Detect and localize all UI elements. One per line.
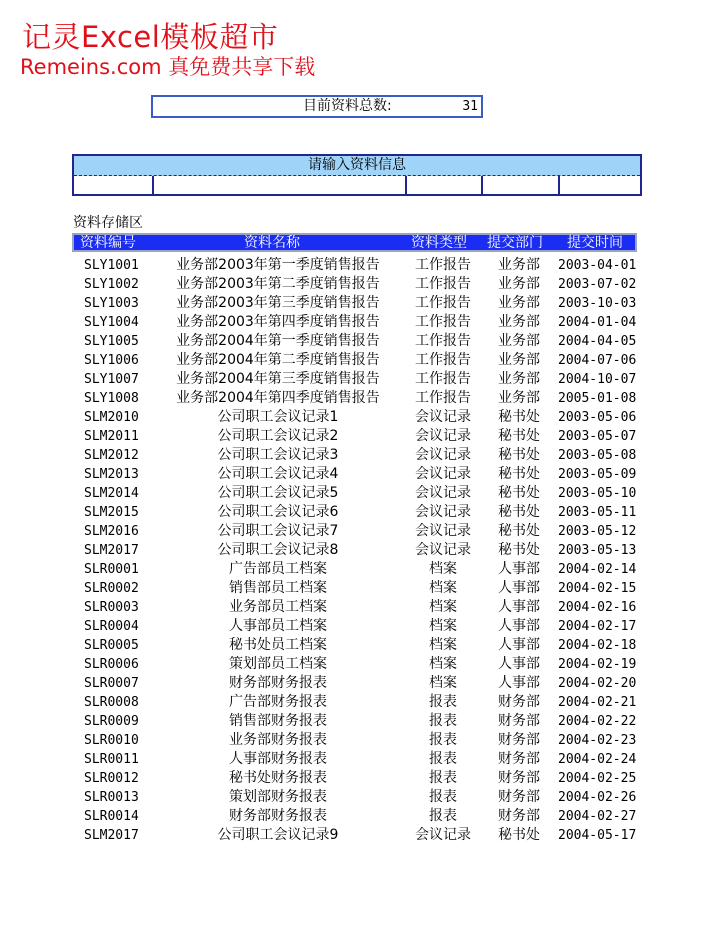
cell-name[interactable]: 业务部2003年第一季度销售报告 [176, 257, 380, 273]
cell-id[interactable]: SLM2010 [84, 410, 139, 425]
cell-date[interactable]: 2004-05-17 [558, 828, 637, 843]
input-form [72, 154, 642, 196]
cell-id[interactable]: SLY1005 [84, 334, 139, 349]
table-row[interactable] [0, 712, 715, 731]
table-row[interactable] [0, 484, 715, 503]
cell-date[interactable]: 2004-02-26 [558, 790, 637, 805]
cell-date[interactable]: 2003-05-12 [558, 524, 637, 539]
cell-id[interactable]: SLR0008 [84, 695, 139, 710]
input-cell-id[interactable] [74, 176, 152, 195]
cell-name[interactable]: 广告部财务报表 [229, 694, 327, 710]
storage-section-label: 资料存储区 [73, 215, 143, 231]
cell-date[interactable]: 2003-05-07 [558, 429, 637, 444]
cell-dept[interactable]: 财务部 [498, 789, 540, 805]
table-row[interactable] [0, 807, 715, 826]
brand-subtitle: Remeins.com 真免费共享下载 [20, 55, 316, 79]
cell-name[interactable]: 公司职工会议记录9 [217, 827, 339, 843]
cell-dept[interactable]: 业务部 [498, 295, 540, 311]
cell-dept[interactable]: 财务部 [498, 770, 540, 786]
cell-type[interactable]: 档案 [429, 675, 457, 691]
cell-id[interactable]: SLM2014 [84, 486, 139, 501]
cell-name[interactable]: 策划部员工档案 [229, 656, 327, 672]
cell-dept[interactable]: 人事部 [498, 656, 540, 672]
cell-type[interactable]: 报表 [429, 713, 457, 729]
cell-dept[interactable]: 财务部 [498, 808, 540, 824]
cell-name[interactable]: 人事部员工档案 [229, 618, 327, 634]
cell-id[interactable]: SLM2017 [84, 543, 139, 558]
table-row[interactable] [0, 788, 715, 807]
cell-dept[interactable]: 秘书处 [498, 542, 540, 558]
header-type: 资料类型 [411, 235, 467, 251]
input-row [74, 176, 640, 195]
header-dept: 提交部门 [487, 235, 543, 251]
table-row[interactable] [0, 256, 715, 275]
table-row[interactable] [0, 693, 715, 712]
cell-date[interactable]: 2004-02-18 [558, 638, 637, 653]
cell-date[interactable]: 2004-02-25 [558, 771, 637, 786]
cell-type[interactable]: 工作报告 [415, 314, 471, 330]
cell-date[interactable]: 2003-05-11 [558, 505, 637, 520]
cell-type[interactable]: 工作报告 [415, 371, 471, 387]
records-table-body [0, 256, 715, 845]
cell-name[interactable]: 业务部财务报表 [229, 732, 327, 748]
table-row[interactable] [0, 408, 715, 427]
cell-id[interactable]: SLY1003 [84, 296, 139, 311]
cell-id[interactable]: SLM2012 [84, 448, 139, 463]
cell-type[interactable]: 报表 [429, 751, 457, 767]
table-header [72, 233, 637, 252]
cell-date[interactable]: 2005-01-08 [558, 391, 637, 406]
cell-dept[interactable]: 人事部 [498, 637, 540, 653]
cell-dept[interactable]: 秘书处 [498, 409, 540, 425]
input-form-title: 请输入资料信息 [74, 156, 640, 176]
cell-name[interactable]: 策划部财务报表 [229, 789, 327, 805]
cell-type[interactable]: 会议记录 [415, 466, 471, 482]
cell-type[interactable]: 会议记录 [415, 542, 471, 558]
cell-date[interactable]: 2004-04-05 [558, 334, 637, 349]
cell-id[interactable]: SLY1002 [84, 277, 139, 292]
input-cell-type[interactable] [405, 176, 483, 195]
cell-date[interactable]: 2004-02-20 [558, 676, 637, 691]
cell-dept[interactable]: 人事部 [498, 599, 540, 615]
cell-type[interactable]: 工作报告 [415, 276, 471, 292]
cell-dept[interactable]: 秘书处 [498, 447, 540, 463]
table-row[interactable] [0, 655, 715, 674]
cell-type[interactable]: 会议记录 [415, 428, 471, 444]
cell-name[interactable]: 广告部员工档案 [229, 561, 327, 577]
record-count-label: 目前资料总数: [303, 98, 392, 114]
cell-type[interactable]: 档案 [429, 599, 457, 615]
record-count-value[interactable]: 31 [462, 99, 478, 114]
cell-dept[interactable]: 财务部 [498, 751, 540, 767]
table-row[interactable] [0, 598, 715, 617]
cell-name[interactable]: 业务部员工档案 [229, 599, 327, 615]
cell-date[interactable]: 2003-07-02 [558, 277, 637, 292]
cell-date[interactable]: 2004-01-04 [558, 315, 637, 330]
cell-date[interactable]: 2004-02-16 [558, 600, 637, 615]
cell-date[interactable]: 2003-05-10 [558, 486, 637, 501]
cell-name[interactable]: 人事部财务报表 [229, 751, 327, 767]
cell-date[interactable]: 2004-02-23 [558, 733, 637, 748]
cell-id[interactable]: SLY1006 [84, 353, 139, 368]
cell-date[interactable]: 2003-05-09 [558, 467, 637, 482]
cell-type[interactable]: 会议记录 [415, 523, 471, 539]
cell-dept[interactable]: 秘书处 [498, 504, 540, 520]
cell-dept[interactable]: 业务部 [498, 352, 540, 368]
cell-name[interactable]: 公司职工会议记录6 [217, 504, 339, 520]
cell-id[interactable]: SLR0007 [84, 676, 139, 691]
table-row[interactable] [0, 389, 715, 408]
cell-id[interactable]: SLR0011 [84, 752, 139, 767]
cell-dept[interactable]: 业务部 [498, 333, 540, 349]
cell-id[interactable]: SLY1004 [84, 315, 139, 330]
cell-dept[interactable]: 秘书处 [498, 466, 540, 482]
cell-type[interactable]: 会议记录 [415, 409, 471, 425]
cell-type[interactable]: 档案 [429, 580, 457, 596]
cell-type[interactable]: 工作报告 [415, 390, 471, 406]
table-row[interactable] [0, 427, 715, 446]
cell-date[interactable]: 2003-04-01 [558, 258, 637, 273]
cell-name[interactable]: 秘书处财务报表 [229, 770, 327, 786]
cell-type[interactable]: 会议记录 [415, 827, 471, 843]
cell-id[interactable]: SLR0001 [84, 562, 139, 577]
cell-dept[interactable]: 财务部 [498, 694, 540, 710]
cell-id[interactable]: SLM2011 [84, 429, 139, 444]
cell-type[interactable]: 工作报告 [415, 295, 471, 311]
cell-id[interactable]: SLY1007 [84, 372, 139, 387]
cell-name[interactable]: 业务部2004年第一季度销售报告 [176, 333, 380, 349]
cell-type[interactable]: 档案 [429, 618, 457, 634]
cell-id[interactable]: SLR0010 [84, 733, 139, 748]
cell-dept[interactable]: 人事部 [498, 561, 540, 577]
cell-dept[interactable]: 财务部 [498, 732, 540, 748]
table-row[interactable] [0, 446, 715, 465]
header-id: 资料编号 [80, 235, 136, 251]
table-row[interactable] [0, 294, 715, 313]
cell-name[interactable]: 销售部财务报表 [229, 713, 327, 729]
cell-date[interactable]: 2004-02-22 [558, 714, 637, 729]
cell-dept[interactable]: 业务部 [498, 390, 540, 406]
cell-type[interactable]: 报表 [429, 732, 457, 748]
cell-name[interactable]: 公司职工会议记录8 [217, 542, 339, 558]
cell-name[interactable]: 公司职工会议记录5 [217, 485, 339, 501]
cell-id[interactable]: SLM2016 [84, 524, 139, 539]
cell-dept[interactable]: 人事部 [498, 618, 540, 634]
table-row[interactable] [0, 560, 715, 579]
table-row[interactable] [0, 541, 715, 560]
cell-date[interactable]: 2003-05-13 [558, 543, 637, 558]
table-row[interactable] [0, 370, 715, 389]
cell-name[interactable]: 秘书处员工档案 [229, 637, 327, 653]
cell-type[interactable]: 报表 [429, 789, 457, 805]
cell-dept[interactable]: 业务部 [498, 314, 540, 330]
cell-date[interactable]: 2004-02-19 [558, 657, 637, 672]
table-row[interactable] [0, 769, 715, 788]
cell-date[interactable]: 2003-10-03 [558, 296, 637, 311]
cell-id[interactable]: SLY1001 [84, 258, 139, 273]
cell-id[interactable]: SLR0013 [84, 790, 139, 805]
cell-type[interactable]: 报表 [429, 770, 457, 786]
cell-name[interactable]: 财务部财务报表 [229, 808, 327, 824]
cell-type[interactable]: 工作报告 [415, 352, 471, 368]
table-row[interactable] [0, 579, 715, 598]
cell-id[interactable]: SLR0005 [84, 638, 139, 653]
table-row[interactable] [0, 351, 715, 370]
cell-id[interactable]: SLM2013 [84, 467, 139, 482]
cell-dept[interactable]: 业务部 [498, 371, 540, 387]
cell-name[interactable]: 公司职工会议记录7 [217, 523, 339, 539]
cell-type[interactable]: 报表 [429, 694, 457, 710]
cell-dept[interactable]: 秘书处 [498, 827, 540, 843]
cell-type[interactable]: 工作报告 [415, 333, 471, 349]
cell-date[interactable]: 2004-02-27 [558, 809, 637, 824]
cell-dept[interactable]: 秘书处 [498, 485, 540, 501]
cell-name[interactable]: 销售部员工档案 [229, 580, 327, 596]
cell-date[interactable]: 2003-05-08 [558, 448, 637, 463]
cell-date[interactable]: 2004-02-15 [558, 581, 637, 596]
cell-id[interactable]: SLR0012 [84, 771, 139, 786]
cell-dept[interactable]: 业务部 [498, 257, 540, 273]
table-row[interactable] [0, 731, 715, 750]
cell-name[interactable]: 业务部2004年第二季度销售报告 [176, 352, 380, 368]
cell-date[interactable]: 2004-02-21 [558, 695, 637, 710]
cell-date[interactable]: 2003-05-06 [558, 410, 637, 425]
cell-id[interactable]: SLR0014 [84, 809, 139, 824]
cell-type[interactable]: 档案 [429, 561, 457, 577]
table-row[interactable] [0, 636, 715, 655]
cell-id[interactable]: SLM2017 [84, 828, 139, 843]
table-row[interactable] [0, 465, 715, 484]
cell-name[interactable]: 业务部2004年第三季度销售报告 [176, 371, 380, 387]
cell-id[interactable]: SLM2015 [84, 505, 139, 520]
input-cell-date[interactable] [558, 176, 640, 195]
cell-type[interactable]: 档案 [429, 637, 457, 653]
cell-dept[interactable]: 人事部 [498, 580, 540, 596]
cell-dept[interactable]: 业务部 [498, 276, 540, 292]
table-row[interactable] [0, 275, 715, 294]
table-row[interactable] [0, 750, 715, 769]
cell-id[interactable]: SLR0002 [84, 581, 139, 596]
cell-id[interactable]: SLR0004 [84, 619, 139, 634]
cell-name[interactable]: 公司职工会议记录3 [217, 447, 339, 463]
table-row[interactable] [0, 332, 715, 351]
cell-id[interactable]: SLR0006 [84, 657, 139, 672]
cell-dept[interactable]: 财务部 [498, 713, 540, 729]
table-row[interactable] [0, 674, 715, 693]
input-cell-name[interactable] [152, 176, 406, 195]
table-row[interactable] [0, 617, 715, 636]
cell-name[interactable]: 公司职工会议记录1 [217, 409, 339, 425]
brand-title: 记灵Excel模板超市 [22, 20, 279, 54]
cell-name[interactable]: 业务部2003年第四季度销售报告 [176, 314, 380, 330]
cell-name[interactable]: 业务部2003年第三季度销售报告 [176, 295, 380, 311]
cell-name[interactable]: 业务部2004年第四季度销售报告 [176, 390, 380, 406]
cell-name[interactable]: 业务部2003年第二季度销售报告 [176, 276, 380, 292]
cell-id[interactable]: SLR0003 [84, 600, 139, 615]
cell-type[interactable]: 会议记录 [415, 447, 471, 463]
cell-type[interactable]: 工作报告 [415, 257, 471, 273]
cell-id[interactable]: SLR0009 [84, 714, 139, 729]
cell-type[interactable]: 会议记录 [415, 504, 471, 520]
table-row[interactable] [0, 313, 715, 332]
input-cell-dept[interactable] [481, 176, 559, 195]
cell-date[interactable]: 2004-02-24 [558, 752, 637, 767]
cell-dept[interactable]: 人事部 [498, 675, 540, 691]
table-row[interactable] [0, 522, 715, 541]
cell-date[interactable]: 2004-02-14 [558, 562, 637, 577]
cell-type[interactable]: 档案 [429, 656, 457, 672]
cell-date[interactable]: 2004-07-06 [558, 353, 637, 368]
cell-name[interactable]: 公司职工会议记录4 [217, 466, 339, 482]
header-date: 提交时间 [567, 235, 623, 251]
cell-dept[interactable]: 秘书处 [498, 428, 540, 444]
cell-name[interactable]: 财务部财务报表 [229, 675, 327, 691]
cell-name[interactable]: 公司职工会议记录2 [217, 428, 339, 444]
table-row[interactable] [0, 503, 715, 522]
table-row[interactable] [0, 826, 715, 845]
header-name: 资料名称 [244, 235, 300, 251]
cell-type[interactable]: 会议记录 [415, 485, 471, 501]
record-count-box [151, 95, 483, 118]
cell-id[interactable]: SLY1008 [84, 391, 139, 406]
cell-date[interactable]: 2004-10-07 [558, 372, 637, 387]
cell-dept[interactable]: 秘书处 [498, 523, 540, 539]
cell-date[interactable]: 2004-02-17 [558, 619, 637, 634]
cell-type[interactable]: 报表 [429, 808, 457, 824]
